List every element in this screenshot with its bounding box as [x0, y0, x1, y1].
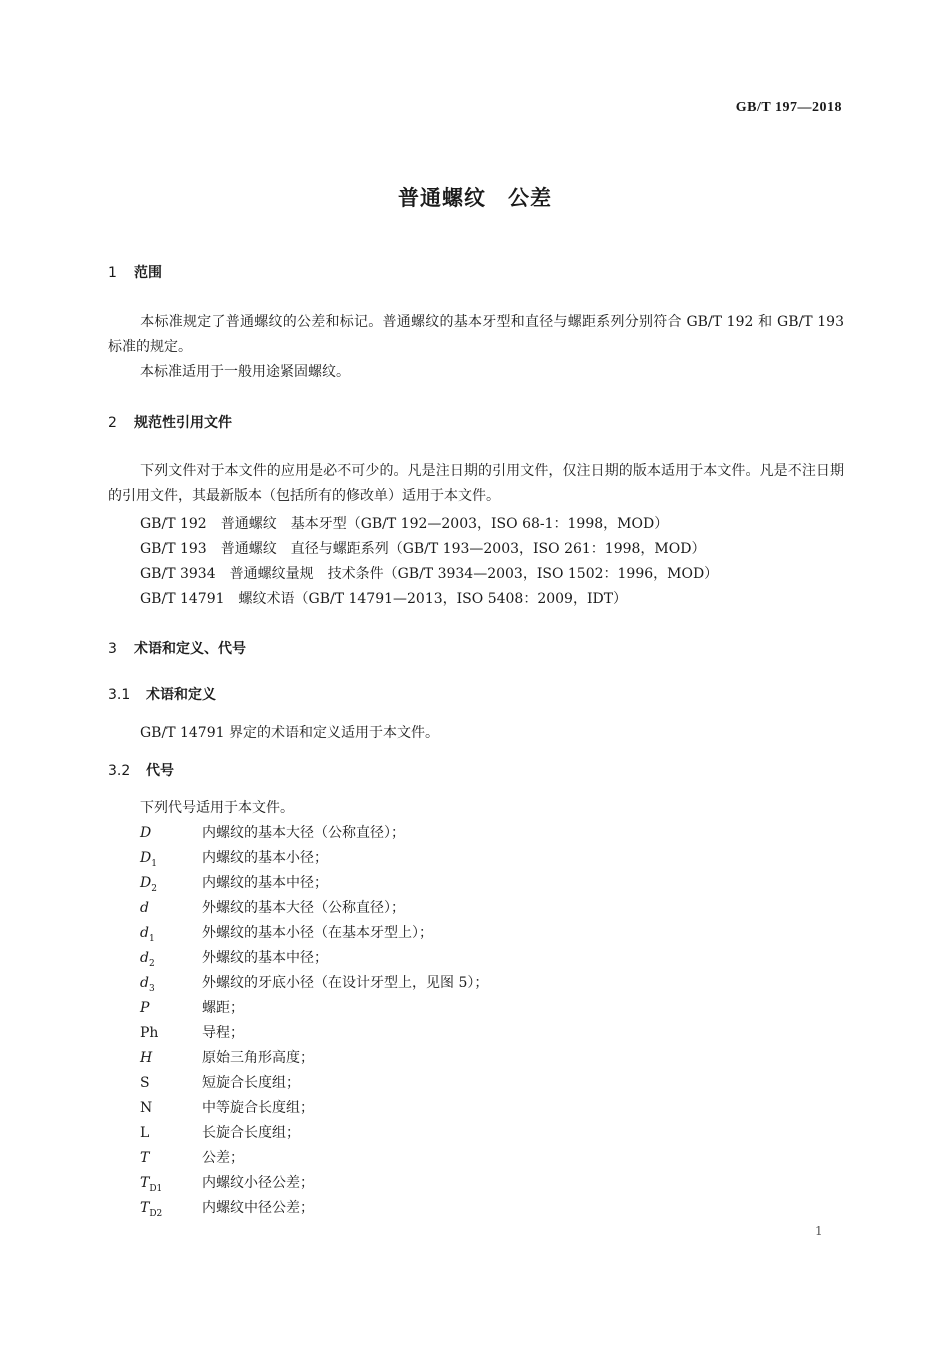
section-2-paragraph-1: 下列文件对于本文件的应用是必不可少的。凡是注日期的引用文件，仅注日期的版本适用于本文件。凡是不注日期的引用文件，其最新版本（包括所有的修改单）适用于本文件。: [108, 463, 844, 504]
symbol-description: 导程；: [202, 1025, 244, 1041]
section-number: 3: [108, 641, 117, 657]
symbol-description: 外螺纹的牙底小径（在设计牙型上，见图 5）；: [202, 975, 489, 991]
symbol-row: [140, 1022, 244, 1047]
section-number: 1: [108, 265, 117, 281]
symbol-row: [140, 1147, 244, 1172]
symbol-code: $T_{D1}$: [140, 1175, 163, 1194]
section-1-heading: [108, 262, 162, 282]
symbol-description: 外螺纹的基本小径（在基本牙型上）；: [202, 925, 433, 941]
symbol-row: [140, 947, 328, 972]
section-title: 范围: [134, 265, 162, 281]
symbol-description: 内螺纹的基本大径（公称直径）；: [202, 825, 405, 841]
symbol-code: Ph: [140, 1025, 159, 1041]
symbol-code: L: [140, 1125, 150, 1141]
symbol-code: d: [140, 900, 149, 916]
section-3-1-heading: [108, 684, 216, 704]
symbol-code: $d_2$: [140, 950, 155, 969]
symbol-row: [140, 1097, 314, 1122]
symbol-description: 内螺纹的基本中径；: [202, 875, 328, 891]
section-title: 术语和定义: [146, 687, 216, 703]
symbol-row: [140, 972, 488, 997]
symbol-description: 中等旋合长度组；: [202, 1100, 314, 1116]
symbol-code: N: [140, 1100, 153, 1116]
section-number: 3.1: [108, 687, 131, 703]
symbol-description: 外螺纹的基本中径；: [202, 950, 328, 966]
section-3-1-paragraph: GB/T 14791 界定的术语和定义适用于本文件。: [140, 725, 439, 741]
symbol-row: [140, 872, 328, 897]
symbol-row: [140, 1047, 314, 1072]
symbol-row: [140, 1172, 314, 1197]
symbol-row: [140, 1072, 300, 1097]
reference-item: GB/T 192 普通螺纹 基本牙型（GB/T 192—2003，ISO 68-1：1998，MOD）: [140, 516, 669, 532]
symbol-code: $D_2$: [140, 875, 157, 894]
symbol-description: 内螺纹小径公差；: [202, 1175, 314, 1191]
symbol-description: 外螺纹的基本大径（公称直径）；: [202, 900, 405, 916]
section-title: 代号: [146, 763, 174, 779]
symbol-code: $d_1$: [140, 925, 155, 944]
symbol-description: 原始三角形高度；: [202, 1050, 314, 1066]
symbol-row: [140, 1122, 300, 1147]
page-number: 1: [815, 1224, 823, 1238]
symbol-code: $D_1$: [140, 850, 157, 869]
symbol-code: T: [140, 1150, 150, 1166]
symbol-row: [140, 922, 433, 947]
section-1-paragraph-1: 本标准规定了普通螺纹的公差和标记。普通螺纹的基本牙型和直径与螺距系列分别符合 GB/T 192 和 GB/T 193 标准的规定。: [108, 314, 844, 355]
section-1-paragraph-2: 本标准适用于一般用途紧固螺纹。: [140, 364, 350, 380]
symbol-row: [140, 822, 405, 847]
symbol-row: [140, 1197, 314, 1222]
section-2-heading: [108, 412, 232, 432]
symbol-description: 短旋合长度组；: [202, 1075, 300, 1091]
standard-number: GB/T 197—2018: [735, 100, 842, 115]
symbol-code: $d_3$: [140, 975, 155, 994]
symbol-description: 内螺纹中径公差；: [202, 1200, 314, 1216]
symbol-description: 螺距；: [202, 1000, 244, 1016]
symbols-intro: 下列代号适用于本文件。: [140, 800, 294, 816]
reference-item: GB/T 193 普通螺纹 直径与螺距系列（GB/T 193—2003，ISO 261：1998，MOD）: [140, 541, 706, 557]
symbol-row: [140, 847, 328, 872]
reference-item: GB/T 14791 螺纹术语（GB/T 14791—2013，ISO 5408：2009，IDT）: [140, 591, 628, 607]
symbol-code: S: [140, 1075, 150, 1091]
symbol-row: [140, 897, 405, 922]
symbol-description: 公差；: [202, 1150, 244, 1166]
section-3-2-heading: [108, 760, 174, 780]
symbol-row: [140, 997, 244, 1022]
symbol-code: P: [140, 1000, 150, 1016]
symbol-code: $T_{D2}$: [140, 1200, 163, 1219]
section-number: 2: [108, 415, 117, 431]
section-number: 3.2: [108, 763, 131, 779]
section-3-heading: [108, 638, 246, 658]
symbol-description: 内螺纹的基本小径；: [202, 850, 328, 866]
section-title: 术语和定义、代号: [134, 641, 246, 657]
page-title: 普通螺纹 公差: [398, 186, 552, 210]
symbol-description: 长旋合长度组；: [202, 1125, 300, 1141]
reference-item: GB/T 3934 普通螺纹量规 技术条件（GB/T 3934—2003，ISO 1502：1996，MOD）: [140, 566, 719, 582]
symbol-code: D: [140, 825, 152, 841]
symbol-code: H: [140, 1050, 153, 1066]
section-title: 规范性引用文件: [134, 415, 232, 431]
